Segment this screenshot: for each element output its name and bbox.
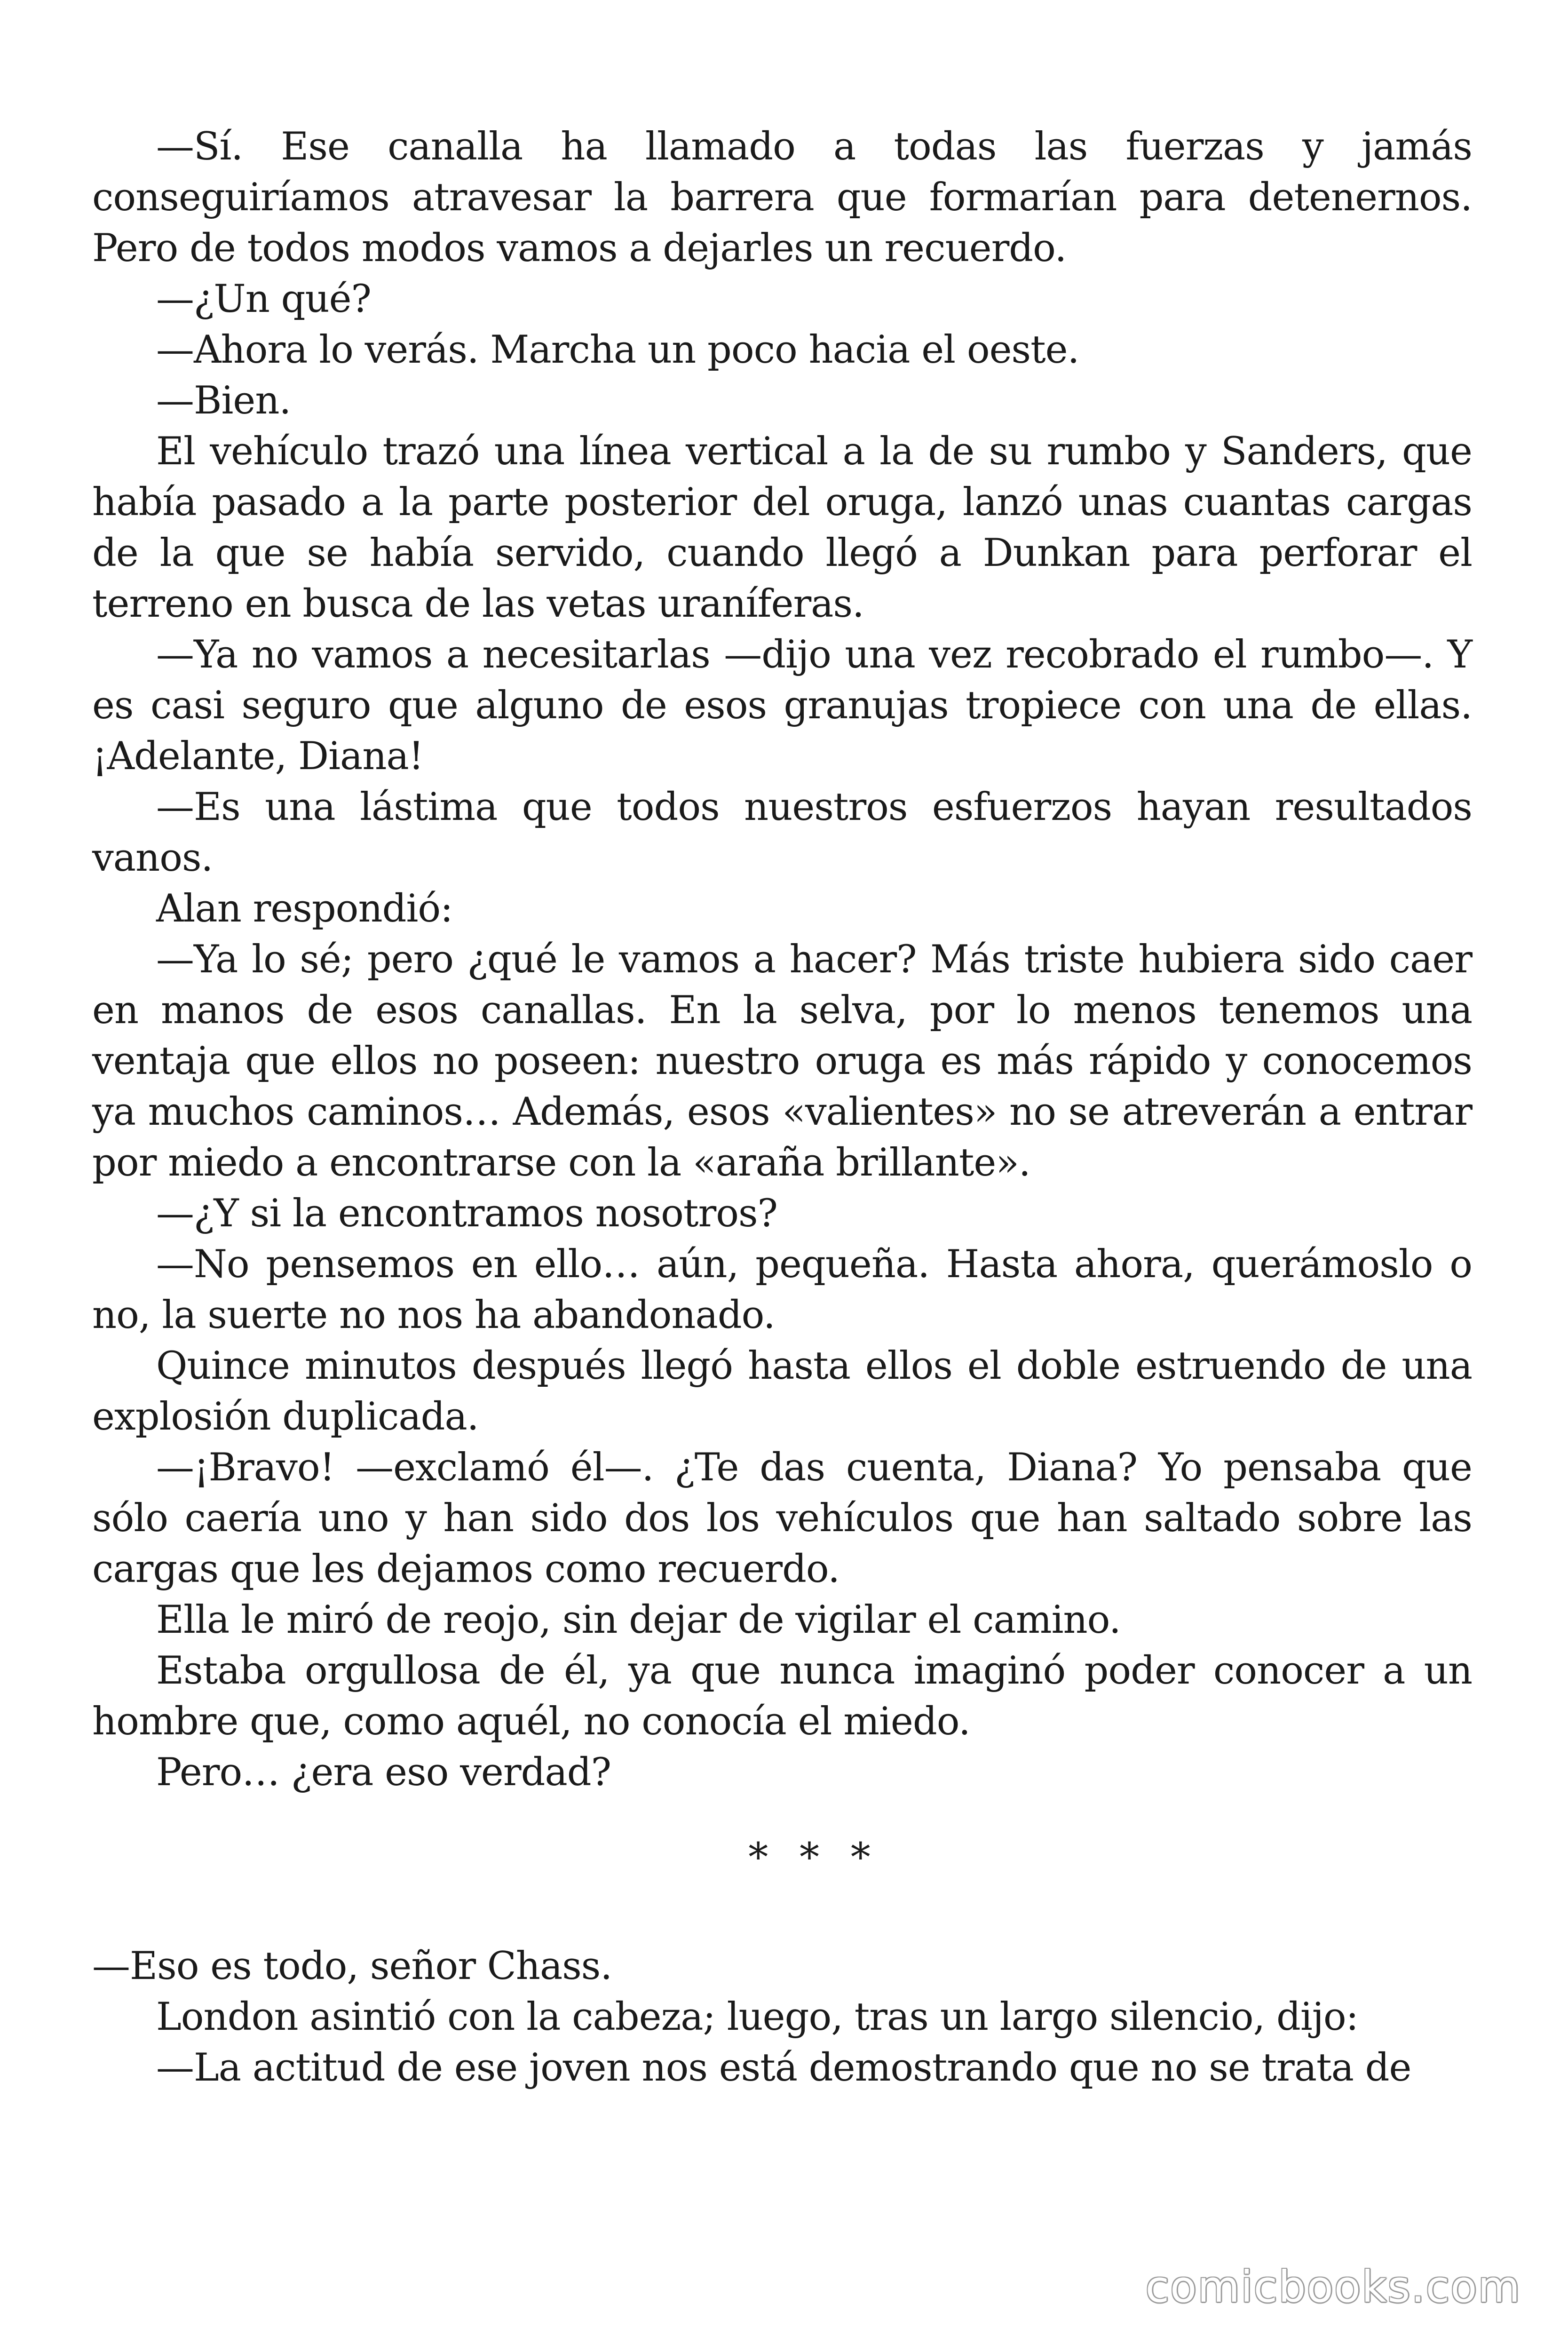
paragraph: —¿Y si la encontramos nosotros?	[156, 1192, 777, 1236]
paragraph: —¿Un qué?	[156, 277, 371, 321]
paragraph: —Sí. Ese canalla ha llamado a todas las fuerzas y jamás conseguiríamos atravesar la barrera que formarían para detenernos. Pero de todos modos vamos a dejarles un recuerdo.	[92, 125, 1472, 270]
paragraph: Quince minutos después llegó hasta ellos el doble estruendo de una explosión duplicada.	[92, 1344, 1472, 1439]
paragraph: Ella le miró de reojo, sin dejar de vigilar el camino.	[156, 1598, 1121, 1642]
paragraph: —No pensemos en ello… aún, pequeña. Hasta ahora, querámoslo o no, la suerte no nos ha abandonado.	[92, 1242, 1472, 1337]
watermark: comicbooks.com	[1145, 2262, 1521, 2312]
page-body	[92, 121, 1472, 2093]
paragraph: El vehículo trazó una línea vertical a la de su rumbo y Sanders, que había pasado a la parte posterior del oruga, lanzó unas cuantas cargas de la que se había servido, cuando llegó a Dunkan para perforar el terreno en busca de las vetas uraníferas.	[92, 429, 1472, 626]
paragraph: —Eso es todo, señor Chass.	[92, 1944, 612, 1988]
paragraph: Alan respondió:	[156, 887, 453, 931]
paragraph: —Es una lástima que todos nuestros esfuerzos hayan resultados vanos.	[92, 785, 1472, 880]
paragraph: —Ahora lo verás. Marcha un poco hacia el oeste.	[156, 328, 1079, 372]
paragraph: —La actitud de ese joven nos está demostrando que no se trata de	[156, 2046, 1411, 2090]
paragraph: Estaba orgullosa de él, ya que nunca imaginó poder conocer a un hombre que, como aquél, no conocía el miedo.	[92, 1649, 1472, 1744]
paragraph: Pero… ¿era eso verdad?	[156, 1750, 611, 1795]
section-separator: * * *	[748, 1834, 880, 1880]
paragraph: —¡Bravo! —exclamó él—. ¿Te das cuenta, Diana? Yo pensaba que sólo caería uno y han sido dos los vehículos que han saltado sobre las cargas que les dejamos como recuerdo.	[92, 1446, 1472, 1591]
paragraph: —Bien.	[156, 379, 291, 423]
paragraph: —Ya no vamos a necesitarlas —dijo una vez recobrado el rumbo—. Y es casi seguro que alguno de esos granujas tropiece con una de ellas. ¡Adelante, Diana!	[92, 633, 1472, 779]
paragraph: —Ya lo sé; pero ¿qué le vamos a hacer? Más triste hubiera sido caer en manos de esos canallas. En la selva, por lo menos tenemos una ventaja que ellos no poseen: nuestro oruga es más rápido y conocemos ya muchos caminos… Además, esos «valientes» no se atreverán a entrar por miedo a encontrarse con la «araña brillante».	[92, 938, 1472, 1185]
paragraph: London asintió con la cabeza; luego, tras un largo silencio, dijo:	[156, 1995, 1358, 2039]
